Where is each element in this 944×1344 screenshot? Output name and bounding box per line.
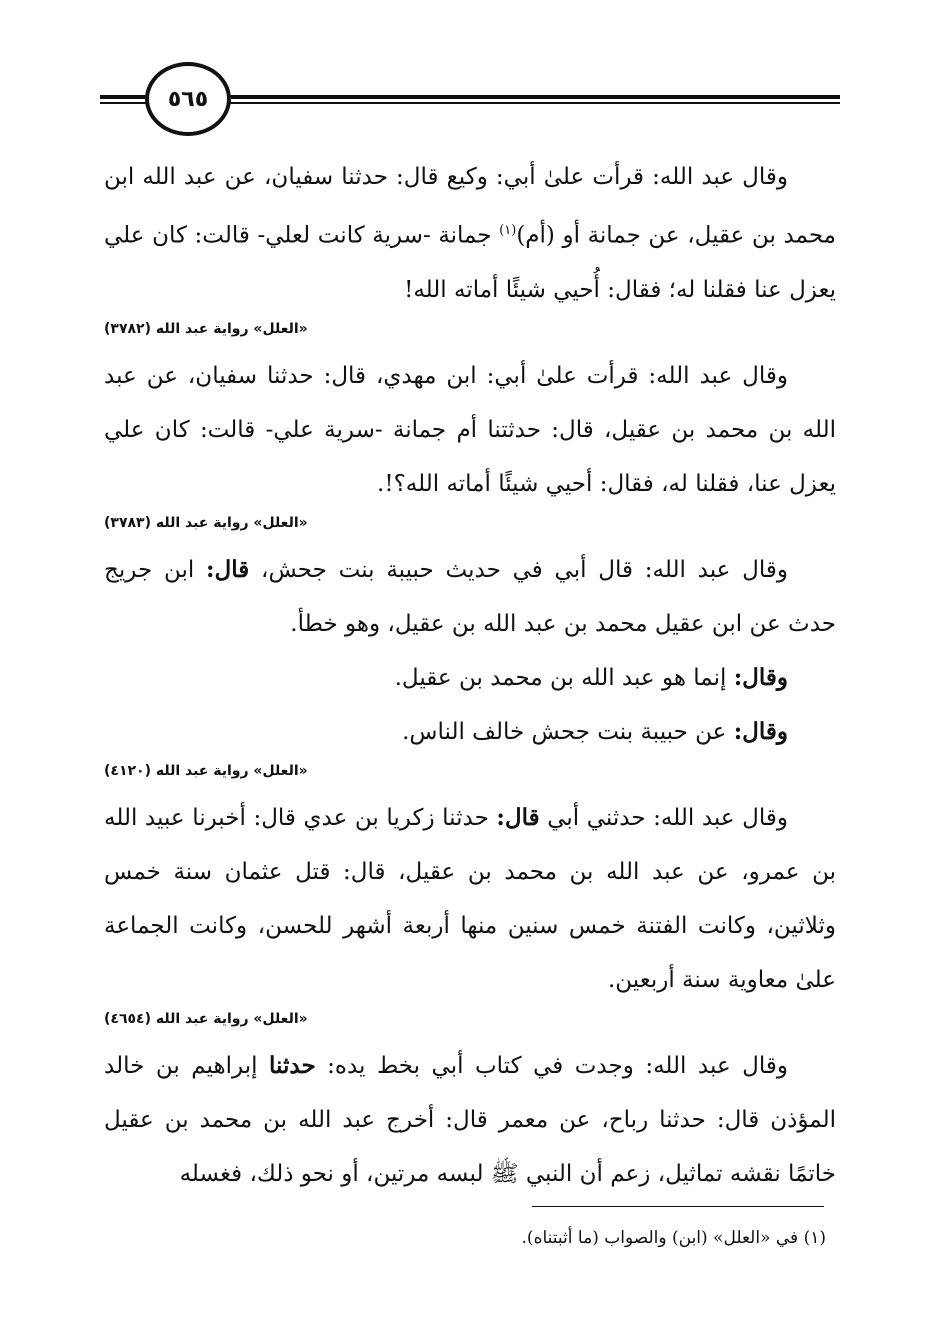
page-number: ٥٦٥ — [145, 62, 231, 136]
paragraph-text: إبراهيم بن خالد المؤذن قال: حدثنا رباح، عن معمر قال: أخرج عبد الله بن محمد بن عقيل خاتمًا نقشه تماثيل، زعم أن النبي ﷺ لبسه مرتين، أو نحو ذلك، فغسله — [104, 1052, 836, 1187]
source-citation: «العلل» رواية عبد الله (٤٦٥٤) — [104, 1010, 308, 1027]
source-citation: «العلل» رواية عبد الله (٣٧٨٣) — [104, 514, 308, 531]
paragraph: وقال عبد الله: قرأت علىٰ أبي: ابن مهدي، قال: حدثنا سفيان، عن عبد الله بن محمد بن عقيل، قال: حدثتنا أم جمانة -سرية علي- قالت: كان علي يعزل عنا، فقلنا له، فقال: أحيي شيئًا أماته الله؟!. — [104, 362, 836, 497]
paragraph — [104, 651, 836, 705]
header-rule-thick — [180, 95, 840, 99]
paragraph — [104, 150, 836, 317]
paragraph-text: عن حبيبة بنت جحش خالف الناس. — [402, 718, 734, 745]
bold-keyword: قال: — [496, 803, 540, 831]
paragraph-text: وقال عبد الله: قال أبي في حديث حبيبة بنت جحش، — [249, 556, 788, 583]
page-body — [104, 150, 836, 1201]
bold-keyword: وقال: — [733, 717, 788, 745]
footnote-ref: (١) — [499, 223, 517, 238]
footnote-separator — [532, 1206, 824, 1207]
paragraph — [104, 1039, 836, 1201]
header-rule-thin — [180, 102, 840, 104]
bold-keyword: قال: — [206, 555, 250, 583]
paragraph-text: جمانة -سرية كانت لعلي- قالت: كان علي يعزل عنا فقلنا له؛ فقال: أُحيي شيئًا أماته الله! — [104, 222, 836, 303]
footnote-text: في «العلل» (ابن) والصواب (ما أثبتناه). — [521, 1228, 799, 1248]
paragraph-text: ابن جريج حدث عن ابن عقيل محمد بن عبد الله بن عقيل، وهو خطأ. — [104, 556, 836, 637]
footnote — [400, 1224, 826, 1252]
paragraph-text: وقال عبد الله: حدثني أبي — [539, 804, 788, 831]
source-citation: «العلل» رواية عبد الله (٤١٢٠) — [104, 762, 308, 779]
paragraph-text: وقال عبد الله: قرأت علىٰ أبي: وكيع قال: حدثنا سفيان، عن عبد الله ابن محمد بن عقيل، عن جمانة أو (أم) — [104, 164, 837, 249]
paragraph-text: إنما هو عبد الله بن محمد بن عقيل. — [394, 664, 734, 691]
paragraph — [104, 791, 836, 1007]
bold-keyword: وقال: — [733, 663, 788, 691]
bold-keyword: حدثنا — [269, 1051, 316, 1079]
paragraph-text: حدثنا زكريا بن عدي قال: أخبرنا عبيد الله بن عمرو، عن عبد الله بن محمد بن عقيل، قال: قتل عثمان سنة خمس وثلاثين، وكانت الفتنة خمس سنين منها أربعة أشهر للحسن، وكانت الجماعة علىٰ معاوية سنة أربعين. — [104, 804, 836, 993]
paragraph-text: وقال عبد الله: وجدت في كتاب أبي بخط يده: — [315, 1052, 789, 1079]
footnote-marker: (١) — [803, 1228, 826, 1248]
source-citation: «العلل» رواية عبد الله (٣٧٨٢) — [104, 320, 308, 337]
paragraph — [104, 705, 836, 759]
paragraph — [104, 543, 836, 651]
page-header — [100, 62, 840, 132]
